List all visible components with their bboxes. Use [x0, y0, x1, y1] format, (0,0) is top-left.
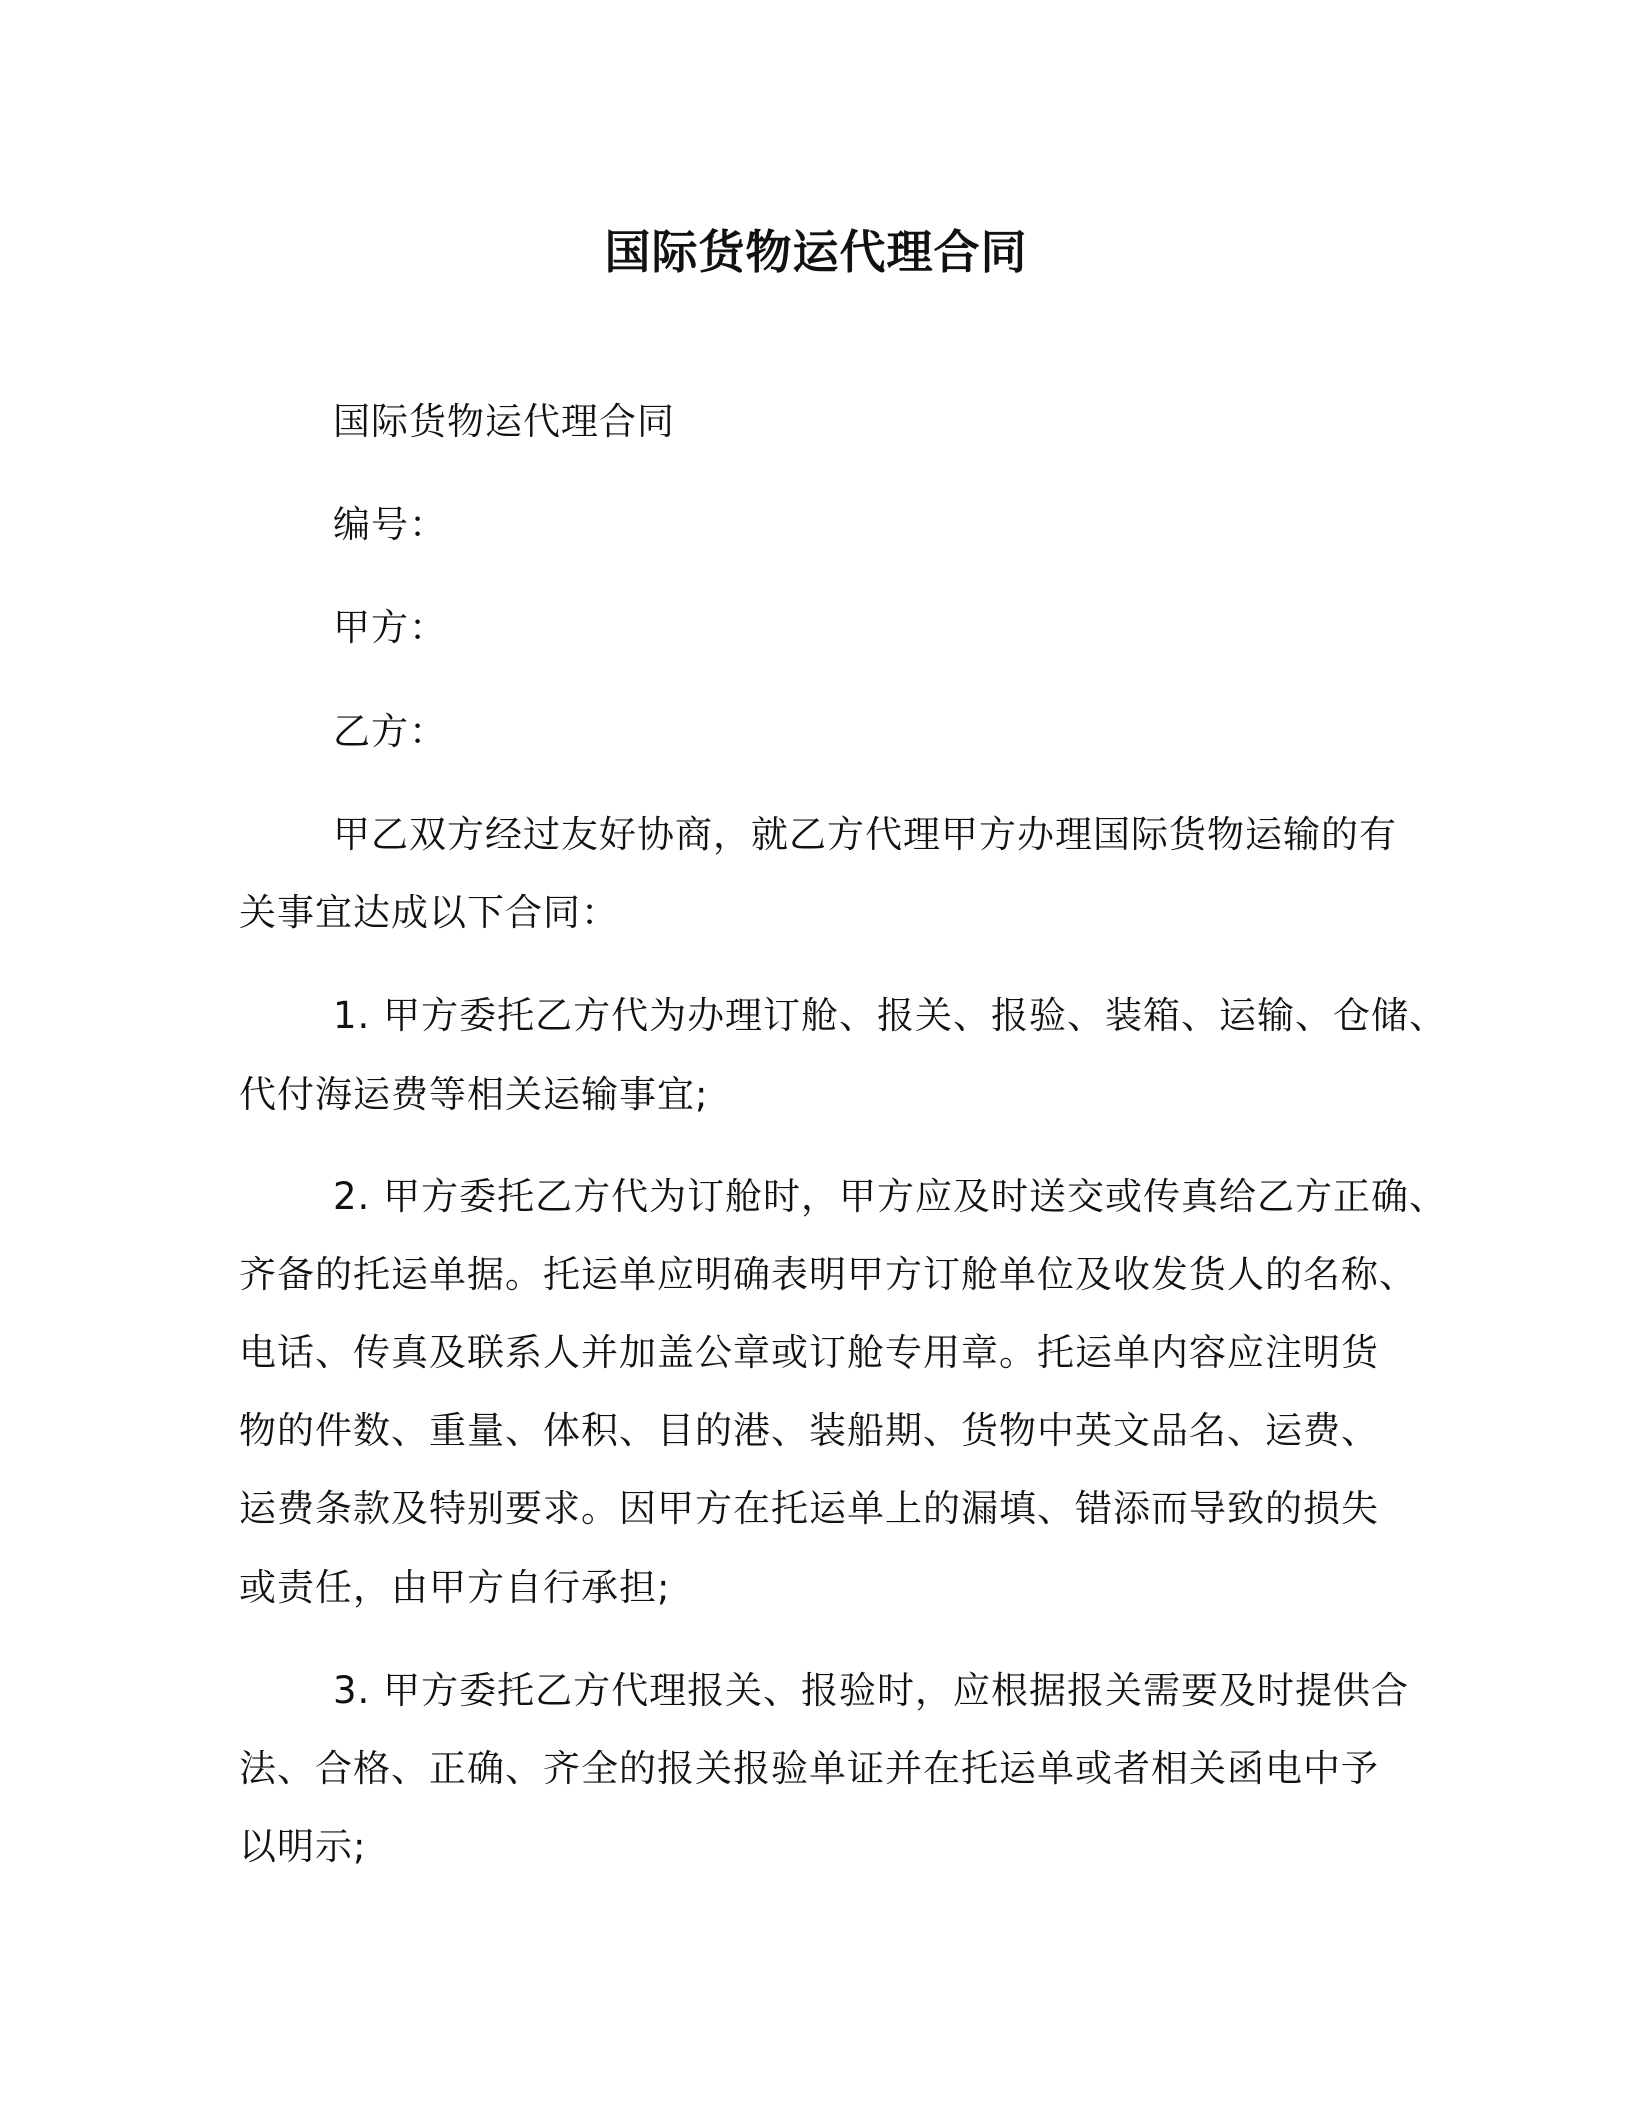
party-b-label: 乙方：	[333, 710, 447, 753]
clause-line: 法、合格、正确、齐全的报关报验单证并在托运单或者相关函电中予	[239, 1747, 1379, 1790]
clause-line: 或责任，由甲方自行承担;	[239, 1566, 671, 1609]
clause-line: 物的件数、重量、体积、目的港、装船期、货物中英文品名、运费、	[239, 1409, 1379, 1452]
subtitle: 国际货物运代理合同	[333, 400, 675, 443]
clause-line: 运费条款及特别要求。因甲方在托运单上的漏填、错添而导致的损失	[239, 1487, 1379, 1530]
document-title: 国际货物运代理合同	[604, 225, 1028, 279]
clause-line: 3. 甲方委托乙方代理报关、报验时，应根据报关需要及时提供合	[333, 1669, 1410, 1712]
clause-line: 1. 甲方委托乙方代为办理订舱、报关、报验、装箱、运输、仓储、	[333, 994, 1448, 1037]
clause-line: 代付海运费等相关运输事宜;	[239, 1073, 709, 1116]
intro-line: 关事宜达成以下合同：	[239, 891, 619, 934]
clause-line: 以明示;	[239, 1825, 367, 1868]
clause-line: 2. 甲方委托乙方代为订舱时，甲方应及时送交或传真给乙方正确、	[333, 1175, 1448, 1218]
clause-line: 齐备的托运单据。托运单应明确表明甲方订舱单位及收发货人的名称、	[239, 1253, 1417, 1296]
number-field-label: 编号：	[333, 503, 447, 546]
clause-line: 电话、传真及联系人并加盖公章或订舱专用章。托运单内容应注明货	[239, 1331, 1379, 1374]
party-a-label: 甲方：	[333, 606, 447, 649]
intro-line: 甲乙双方经过友好协商，就乙方代理甲方办理国际货物运输的有	[333, 813, 1397, 856]
